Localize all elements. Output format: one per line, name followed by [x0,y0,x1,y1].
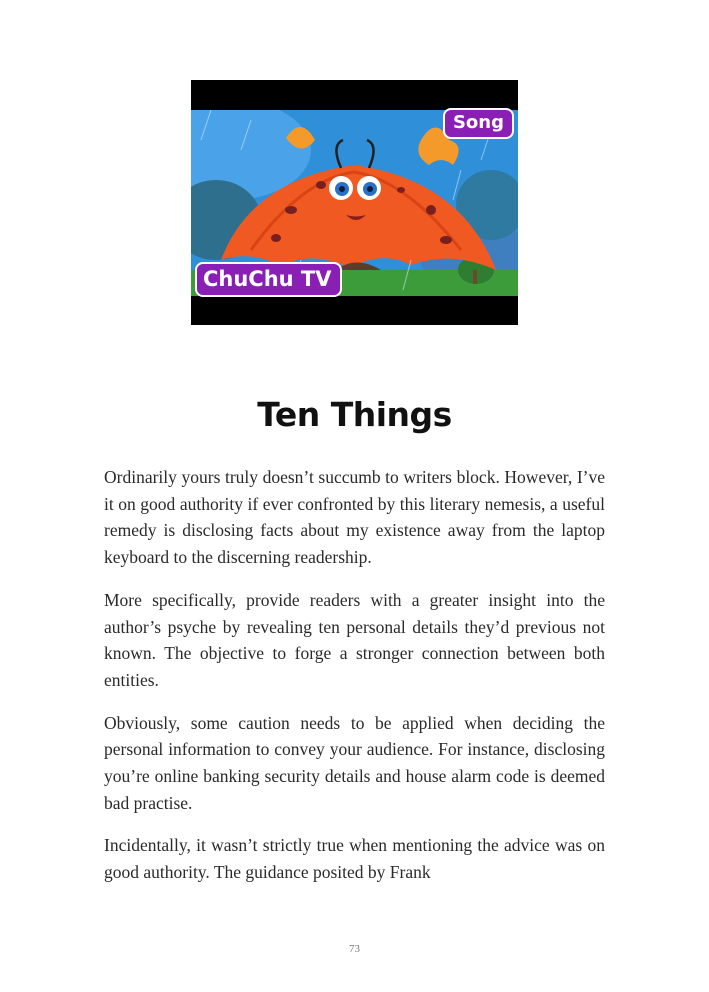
song-badge: Song [443,108,514,139]
paragraph: Obviously, some caution needs to be applied when deciding the personal information to convey your audience. For instance, disclosing you’re online banking security details and house alarm code is deemed bad practise. [104,712,605,813]
video-thumbnail [191,80,518,325]
body-text [104,464,605,902]
brand-logo: ChuChu TV [195,262,342,297]
paragraph: Ordinarily yours truly doesn’t succumb to writers block. However, I’ve it on good authority if ever confronted by this literary nemesis, a useful remedy is disclosing facts about my existence away from the laptop keyboard to the discerning readership. [104,467,605,568]
paragraph: Incidentally, it wasn’t strictly true when mentioning the advice was on good authority. The guidance posited by Frank [104,835,605,883]
chapter-title: Ten Things [257,395,452,434]
paragraph: More specifically, provide readers with a greater insight into the author’s psyche by revealing ten personal details they’d previous not known. The objective to forge a stronger connection between both entities. [104,589,605,690]
page-number: 73 [349,943,360,955]
